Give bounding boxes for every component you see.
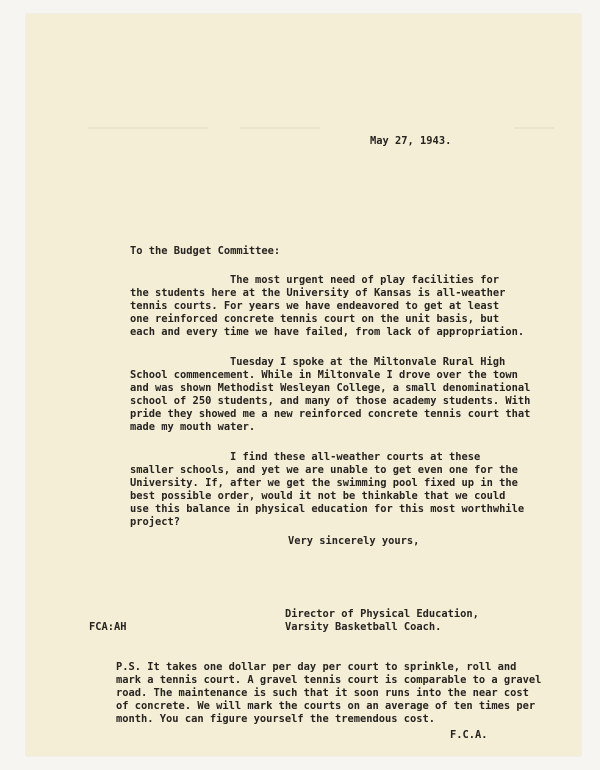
postscript-line: P.S. It takes one dollar per day per court to sprinkle, roll and	[116, 661, 517, 673]
paragraph-1-line: The most urgent need of play facilities for	[230, 274, 499, 286]
paragraph-2-line: School commencement. While in Miltonvale I drove over the town	[130, 369, 518, 381]
paragraph-2-line: made my mouth water.	[130, 421, 256, 433]
signature-title: Varsity Basketball Coach.	[285, 621, 442, 633]
bleed-through-mark	[240, 127, 320, 129]
typist-initials: FCA:AH	[89, 621, 127, 633]
paragraph-1-line: the students here at the University of Kansas is all-weather	[130, 287, 506, 299]
paragraph-3-line: project?	[130, 516, 181, 528]
signature-title: Director of Physical Education,	[285, 608, 479, 620]
paragraph-2-line: school of 250 students, and many of those academy students. With	[130, 395, 531, 407]
bleed-through-mark	[514, 127, 554, 129]
paragraph-2-line: Tuesday I spoke at the Miltonvale Rural High	[230, 356, 506, 368]
paragraph-3-line: smaller schools, and yet we are unable to get even one for the	[130, 464, 518, 476]
postscript-line: month. You can figure yourself the tremendous cost.	[116, 713, 436, 725]
letter-date: May 27, 1943.	[370, 135, 452, 147]
postscript-line: mark a tennis court. A gravel tennis court is comparable to a gravel	[116, 674, 542, 686]
paragraph-1-line: tennis courts. For years we have endeavored to get at least	[130, 300, 500, 312]
paragraph-2-line: pride they showed me a new reinforced concrete tennis court that	[130, 408, 531, 420]
paragraph-3-line: I find these all-weather courts at these	[230, 451, 481, 463]
paragraph-2-line: and was shown Methodist Wesleyan College, a small denominational	[130, 382, 531, 394]
paragraph-3-line: use this balance in physical education for this most worthwhile	[130, 503, 525, 515]
letter-page	[26, 14, 581, 756]
salutation: To the Budget Committee:	[130, 245, 281, 257]
bleed-through-mark	[88, 127, 208, 129]
postscript-initials: F.C.A.	[450, 729, 488, 741]
paragraph-3-line: University. If, after we get the swimming pool fixed up in the	[130, 477, 518, 489]
paragraph-1-line: each and every time we have failed, from lack of appropriation.	[130, 326, 525, 338]
closing: Very sincerely yours,	[288, 535, 420, 547]
postscript-line: road. The maintenance is such that it soon runs into the near cost	[116, 687, 529, 699]
paragraph-3-line: best possible order, would it not be thinkable that we could	[130, 490, 506, 502]
paragraph-1-line: one reinforced concrete tennis court on the unit basis, but	[130, 313, 500, 325]
postscript-line: of concrete. We will mark the courts on an average of ten times per	[116, 700, 536, 712]
